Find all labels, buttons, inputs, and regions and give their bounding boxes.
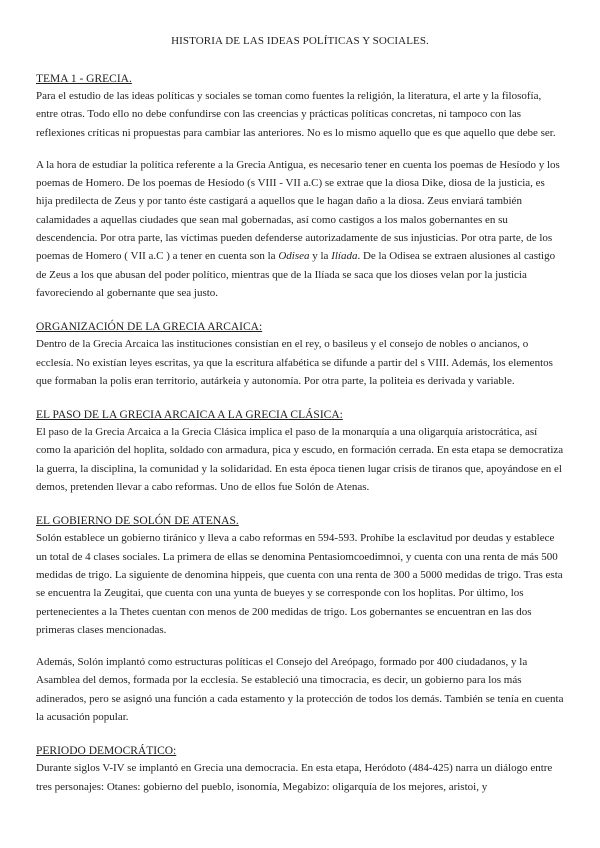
text-run: . De la Odisea se extraen alusiones al castigo de Zeus a los que abusan del poder político, mientras que de la Ilíada se saca que los dioses velan por la justicia favoreciendo al gobernante que sea justo. xyxy=(36,250,556,299)
paragraph xyxy=(36,156,564,302)
section-tema-1 xyxy=(36,72,564,302)
section-periodo-democratico xyxy=(36,744,564,796)
paragraph xyxy=(36,653,564,726)
section-heading: EL GOBIERNO DE SOLÓN DE ATENAS. xyxy=(36,515,239,528)
document-title: HISTORIA DE LAS IDEAS POLÍTICAS Y SOCIALES. xyxy=(171,35,429,47)
italic-title-odisea: Odisea xyxy=(278,250,310,263)
paragraph xyxy=(36,87,564,142)
section-paso-grecia xyxy=(36,408,564,496)
text-run: El paso de la Grecia Arcaica a la Grecia Clásica implica el paso de la monarquía a una oligarquía aristocrática, así como la aparición del hoplita, soldado con armadura, pica y escudo, en formación cerrada. En esta etapa se democratiza la guerra, la disciplina, la comunidad y la solidaridad. En esta época tienen lugar crisis de tiranos que, apoyándose en el demos, pretenden llevar a cabo reformas. Uno de ellos fue Solón de Atenas. xyxy=(36,426,564,494)
text-run: Solón establece un gobierno tiránico y lleva a cabo reformas en 594-593. Prohíbe la esclavitud por deudas y establece un total de 4 clases sociales. La primera de ellas se denomina Pentasiomcoedimnoi, y cuenta con una renta de más 500 medidas de trigo. La siguiente de denomina hippeis, que cuenta con una renta de 300 a 5000 medidas de trigo. Tras esta se encuentra la Zeugitai, que cuenta con una yunta de bueyes y se corresponde con los hoplitas. Por último, los pertenecientes a la Thetes cuentan con menos de 200 medidas de trigo. Los gobernantes se encuentran en las dos primeras clases mencionadas. xyxy=(36,532,563,636)
section-organizacion xyxy=(36,320,564,390)
paragraph xyxy=(36,335,564,390)
section-heading: PERIODO DEMOCRÁTICO: xyxy=(36,745,177,758)
text-run: A la hora de estudiar la política referente a la Grecia Antigua, es necesario tener en cuenta los poemas de Hesíodo y los poemas de Homero. De los poemas de Hesíodo (s VIII - VII a.C) se extrae que la diosa Dike, diosa de la justicia, es hija predilecta de Zeus y por tanto éste castigará a aquellos que le hagan daño a la diosa. Zeus enviará también calamidades a aquellas ciudades que sean mal gobernadas, así como castigos a los malos gobernantes en su descendencia. Por otra parte, las víctimas pueden defenderse autorizadamente de sus injusticias. Por otra parte, de los poemas de Homero ( VII a.C ) a tener en cuenta son la xyxy=(36,158,560,263)
italic-title-iliada: Ilíada xyxy=(331,250,358,263)
paragraph xyxy=(36,529,564,639)
text-run: Dentro de la Grecia Arcaica las instituciones consistían en el rey, o basileus y el consejo de nobles o ancianos, o ecclesía. No existían leyes escritas, ya que la escritura alfabética se difunde a partir del s VIII. Además, los elementos que formaban la polis eran territorio, autárkeia y autonomía. Por otra parte, la politeia es derivada y variable. xyxy=(36,338,553,387)
paragraph xyxy=(36,423,564,496)
paragraph xyxy=(36,759,564,796)
text-run: Para el estudio de las ideas políticas y sociales se toman como fuentes la religión, la literatura, el arte y la filosofía, entre otras. Todo ello no debe confundirse con las creencias y prácticas políticas concretas, ni tampoco con las reflexiones críticas ni propuestas para cambiar las anteriores. No es lo mismo aquello que es que aquello que debe ser. xyxy=(36,90,556,139)
text-run: Además, Solón implantó como estructuras políticas el Consejo del Areópago, formado por 400 ciudadanos, y la Asamblea del demos, formada por la ecclesía. Se estableció una timocracia, es decir, un gobierno para los más adinerados, pero se asignó una función a cada estamento y la protección de todos los demás. También se tenía en cuenta la acusación popular. xyxy=(36,656,564,724)
section-solon xyxy=(36,514,564,726)
section-heading: ORGANIZACIÓN DE LA GRECIA ARCAICA: xyxy=(36,321,263,334)
section-heading: EL PASO DE LA GRECIA ARCAICA A LA GRECIA CLÁSICA: xyxy=(36,409,343,422)
text-run: Durante siglos V-IV se implantó en Grecia una democracia. En esta etapa, Heródoto (484-425) narra un diálogo entre tres personajes: Otanes: gobierno del pueblo, isonomía, Megabizo: oligarquía de los mejores, aristoi, y xyxy=(36,762,553,793)
document-page xyxy=(36,34,564,796)
section-heading: TEMA 1 - GRECIA. xyxy=(36,73,132,85)
text-run: y la xyxy=(309,250,332,263)
